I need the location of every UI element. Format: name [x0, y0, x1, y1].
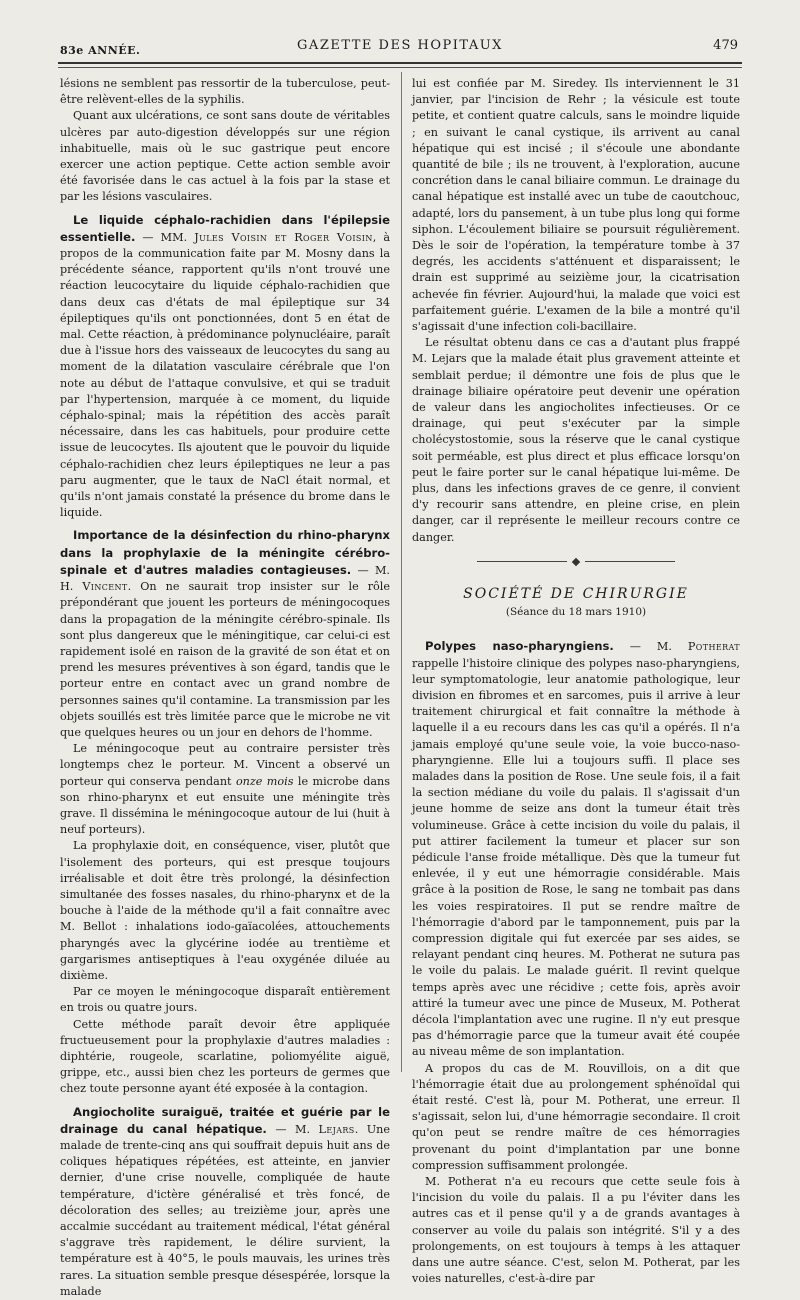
paragraph [60, 741, 390, 838]
left-column [60, 76, 390, 1300]
emphasis-text: onze mois [235, 774, 294, 788]
paragraph: lésions ne semblent pas ressortir de la tuberculose, peut-être relèvent-elles de la syphilis. [60, 77, 390, 107]
column-separator [401, 72, 402, 1072]
article-epilepsie [60, 212, 390, 522]
paragraph: Le résultat obtenu dans ce cas a d'autant plus frappé M. Lejars que la malade était plus gravement atteinte et semblait perdue; il démontre une fois de plus que le drainage biliaire opératoire peut devenir une opération de valeur dans les angiocholites infectieuses. Or ce drainage, qui peut s'exécuter par la simple cholécystostomie, sous la réserve que le canal cystique soit perméable, est plus direct et plus efficace lorsqu'on peut le faire porter sur le canal hépatique lui-même. De plus, dans les infections graves de ce genre, il convient d'y recourir sans attendre, en pleine crise, en plein danger, car il représente le meilleur recours contre ce danger. [412, 336, 740, 544]
article-body: rappelle l'histoire clinique des polypes naso-pharyngiens, leur symptomatologie, leur anatomie pathologique, leur division en fibromes et en sarcomes, puis il arrive à leur traitement chirurgical et fait connaître la méthode à laquelle il a eu recours dans les cas qu'il a opérés. Il n'a jamais employé qu'une seule voie, la voie bucco-naso-pharyngienne. Elle lui a toujours suffi. Il place ses malades dans la position de Rose. Une seule fois, il a fait la section médiane du voile du palais. Il s'agissait d'un jeune homme de seize ans dont la tumeur était très volumineuse. Grâce à cette incision du voile du palais, il put attirer facilement la tumeur et placer sur son pédicule l'anse froide métallique. Dès que la tumeur fut enlevée, il y eut une hémorragie considérable. Mais grâce à la position de Rose, le sang ne tombait pas dans les voies respiratoires. Il put se rendre maître de l'hémorragie d'abord par le tamponnement, puis par la compression digitale qui fut exercée par ses aides, se relayant pendant cinq heures. M. Potherat ne sutura pas le voile du palais. Le malade guérit. Il revint quelque temps après avec une récidive ; cette fois, après avoir attiré la tumeur avec une pince de Museux, M. Potherat décola l'implantation avec une rugine. Il n'y eut presque pas d'hémorragie parce que la tumeur avait été coupée au niveau même de son implantation. [412, 656, 740, 1059]
paragraph: La prophylaxie doit, en conséquence, viser, plutôt que l'isolement des porteurs, qui est presque toujours irréalisable et doit être très prolongé, la désinfection simultanée des fosses nasales, du rhino-pharynx et de la bouche à l'aide de la méthode qu'il a fait connaître avec M. Bellot : inhalations iodo-gaïacolées, attouchements pharyngés avec la glycérine iodée au trentième et gargarismes antiseptiques à l'eau oxygénée diluée au dixième. [60, 839, 390, 982]
edition-label: 83e ANNÉE. [60, 44, 141, 57]
paragraph: Cette méthode paraît devoir être appliquée fructueusement pour la prophylaxie d'autres maladies : diphtérie, rougeole, scarlatine, poliomyélite aiguë, grippe, etc., aussi bien chez les porteurs de germes que chez toute personne ayant été exposée à la contagion. [60, 1017, 390, 1096]
text-run: le microbe dans son rhino-pharynx et eut ensuite une méningite très grave. Il dissémina le méningocoque autour de lui (huit à neuf porteurs). [60, 774, 390, 837]
author-name: Vincent [82, 580, 128, 594]
article-body: , à propos de la communication faite par M. Mosny dans la précédente séance, rapportent qu'ils n'ont trouvé une réaction leucocytaire du liquide céphalo-rachidien que dans deux cas d'états de mal épileptique sur 34 épileptiques qu'ils ont ponctionnées, dont 5 en état de mal. Cette réaction, à prédominance polynucléaire, paraît due à l'issue hors des vaisseaux de leucocytes du sang au moment de la dilatation vasculaire cérébrale que l'on note au début de l'attaque convulsive, et qui se traduit par l'hypertension, marquée à ce moment, du liquide céphalo-spinal; mais la répétition des accès paraît nécessaire, dans les cas habituels, pour produire cette issue de leucocytes. Ils ajoutent que le pouvoir du liquide céphalo-rachidien chez leurs épileptiques ne leur a pas paru augmenter, que le taux de NaCl était normal, et qu'ils n'ont jamais constaté la présence du brome dans le liquide. [60, 230, 390, 520]
section-title: SOCIÉTÉ DE CHIRURGIE [463, 585, 689, 602]
paragraph: Par ce moyen le méningocoque disparaît entièrement en trois ou quatre jours. [60, 985, 390, 1015]
article-body: . Une malade de trente-cinq ans qui souffrait depuis huit ans de coliques hépatiques répétées, est atteinte, en janvier dernier, d'une crise nouvelle, compliquée de haute température, d'ictère généralisé et très foncé, de décoloration des selles; au treizième jour, après une accalmie succédant au traitement médical, l'état général s'aggrave très rapidement, le délire survient, la température est à 40°5, le pouls mauvais, les urines très rares. La situation semble presque désespérée, lorsque la malade [60, 1122, 390, 1298]
author-names: Jules Voisin et Roger Voisin [194, 230, 373, 244]
lead-text: — M. [613, 640, 688, 654]
author-name: Lejars [318, 1122, 355, 1136]
paragraph: Quant aux ulcérations, ce sont sans doute de véritables ulcères par auto-digestion développés sur une région inhabituelle, mais où le suc gastrique peut encore exercer une action peptique. Cette action semble avoir été favorisée dans le cas actuel à la fois par la stase et par les lésions vasculaires. [60, 109, 390, 204]
article-angiocholite [60, 1104, 390, 1300]
journal-title: GAZETTE DES HOPITAUX [297, 38, 503, 53]
section-ornament [412, 554, 740, 564]
right-column [412, 76, 740, 1287]
article-body: . On ne saurait trop insister sur le rôle prépondérant que jouent les porteurs de méningocoques dans la propagation de la méningite cérébro-spinale. Ils sont plus dangereux que le méningitique, car celui-ci est rapidement isolé en raison de la gravité de son état et on prend les mesures préventives à son égard, tandis que le porteur entre en contact avec un grand nombre de personnes saines qu'il contamine. La transmission par les objets souillés est très limitée parce que le microbe ne vit que quelques heures ou un jour en dehors de l'homme. [60, 580, 390, 739]
article-title: Polypes naso-pharyngiens. [425, 639, 614, 654]
author-name: Potherat [687, 640, 741, 654]
lead-text: — MM. [135, 230, 195, 244]
paragraph: M. Potherat n'a eu recours que cette seule fois à l'incision du voile du palais. Il a pu l'éviter dans les autres cas et il pense qu'il y a de grands avantages à conserver au voile du palais son intégrité. S'il y a des prolongements, on est toujours à temps à les attaquer dans une autre séance. C'est, selon M. Potherat, par les voies naturelles, c'est-à-dire par [412, 1175, 740, 1286]
paragraph: A propos du cas de M. Rouvillois, on a dit que l'hémorragie était due au prolongement sphénoïdal qui était resté. C'est là, pour M. Potherat, une erreur. Il s'agissait, selon lui, d'une hémorragie secondaire. Il croit qu'on peut se rendre maître de ces hémorragies provenant du point d'implantation par une bonne compression suffisamment prolongée. [412, 1061, 740, 1172]
text-run: Le méningocoque peut au contraire persister très longtemps chez le porteur. M. Vincent a observé un porteur qui conserva pendant [60, 742, 390, 788]
header-rule-thin [58, 67, 742, 68]
paragraph: lui est confiée par M. Siredey. Ils interviennent le 31 janvier, par l'incision de Rehr ; la vésicule est toute petite, et contient quatre calculs, sans le moindre liquide ; en suivant le canal cystique, ils arrivent au canal hépatique qui est incisé ; il s'écoule une abondante quantité de bile ; ils ne trouvent, à l'exploration, aucune concrétion dans le canal biliaire commun. Le drainage du canal hépatique est installé avec un tube de caoutchouc, adapté, lors du pansement, à un tube plus long qui forme siphon. L'écoulement biliaire se poursuit régulièrement. Dès le soir de l'opération, la température tombe à 37 degrés, les accidents s'atténuent et disparaissent; le drain est supprimé au seizième jour, la cicatrisation achevée fin février. Aujourd'hui, la malade que voici est parfaitement guérie. L'examen de la bile a montré qu'il s'agissait d'une infection coli-bacillaire. [412, 77, 740, 334]
article-meningite [60, 527, 390, 741]
article-title: Importance de la désinfection du rhino-pharynx dans la prophylaxie de la méningite cérébro-spinale et d'autres maladies contagieuses. [60, 528, 390, 577]
lead-text: — M. [266, 1122, 319, 1136]
article-title: Angiocholite suraiguë, traitée et guérie par le drainage du canal hépatique. [60, 1104, 390, 1136]
lead-text: — M. H. [60, 563, 390, 594]
article-polypes [412, 638, 740, 1060]
header-rule-thick [58, 62, 742, 64]
page-number: 479 [713, 38, 738, 53]
article-title: Le liquide céphalo-rachidien dans l'épilepsie essentielle. [60, 212, 390, 244]
session-date: (Séance du 18 mars 1910) [505, 606, 647, 619]
